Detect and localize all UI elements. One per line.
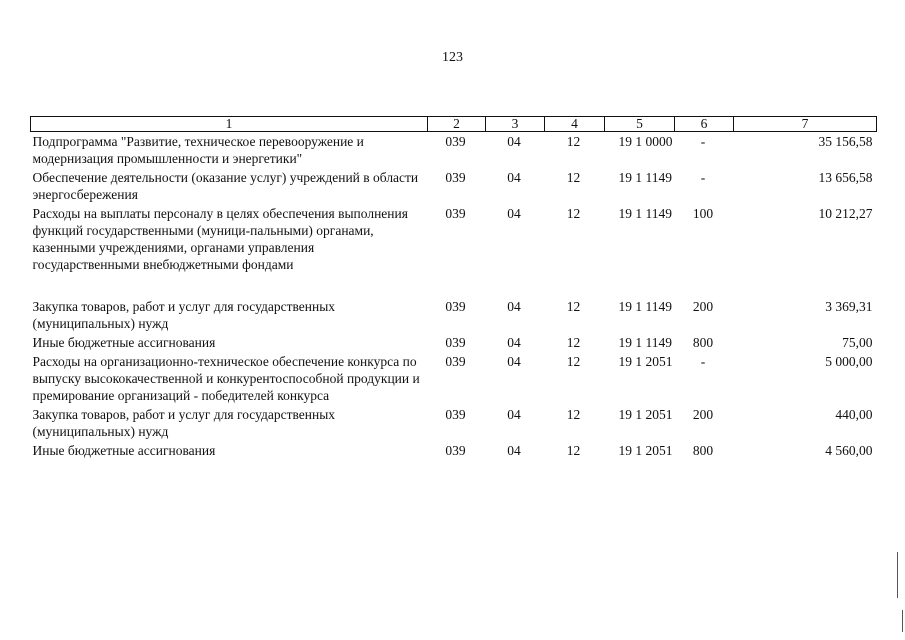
scan-edge-mark [897,552,898,598]
row-name: Иные бюджетные ассигнования [32,443,216,458]
table-header-row [31,117,877,132]
row-target-code: 19 1 1149 [618,335,672,350]
row-ministry-code: 039 [445,354,466,369]
table-row [31,204,877,297]
row-expense-type: 200 [692,407,714,422]
row-expense-type: - [700,134,706,149]
row-ministry-code: 039 [445,443,466,458]
row-expense-type: - [700,354,706,369]
row-amount: 4 560,00 [825,443,873,458]
row-amount: 3 369,31 [825,299,873,314]
row-expense-type: 200 [692,299,714,314]
row-subsection: 12 [566,170,581,185]
row-section: 04 [507,299,521,314]
table-row [31,352,877,405]
row-name: Расходы на организационно-техническое обеспечение конкурса по выпуску высококачественной и конкурентоспособной продукции и премирование организаций - победителей конкурса [32,354,420,403]
row-expense-type: 800 [692,335,714,350]
row-expense-type: 100 [692,206,714,221]
row-name: Иные бюджетные ассигнования [32,335,216,350]
table-row [31,297,877,333]
column-header-3: 3 [486,117,545,132]
row-amount: 35 156,58 [818,134,873,149]
table-row [31,168,877,204]
scan-edge-mark [902,610,903,632]
column-header-7: 7 [734,117,877,132]
row-name: Закупка товаров, работ и услуг для государственных (муниципальных) нужд [32,407,336,439]
column-header-5: 5 [605,117,675,132]
row-subsection: 12 [566,335,581,350]
row-subsection: 12 [566,407,581,422]
row-ministry-code: 039 [445,335,466,350]
row-target-code: 19 1 1149 [618,206,672,221]
table-row [31,441,877,460]
row-target-code: 19 1 0000 [618,134,673,149]
row-target-code: 19 1 1149 [618,299,672,314]
column-header-1: 1 [31,117,428,132]
row-section: 04 [507,134,521,149]
row-amount: 10 212,27 [818,206,873,221]
row-name: Закупка товаров, работ и услуг для государственных (муниципальных) нужд [32,299,336,331]
row-ministry-code: 039 [445,299,466,314]
row-expense-type: 800 [692,443,714,458]
row-name: Обеспечение деятельности (оказание услуг) учреждений в области энергосбережения [32,170,419,202]
budget-table [30,116,877,460]
row-amount: 75,00 [842,335,873,350]
row-target-code: 19 1 2051 [618,407,673,422]
row-amount: 13 656,58 [818,170,873,185]
column-header-2: 2 [428,117,486,132]
row-name: Подпрограмма "Развитие, техническое перевооружение и модернизация промышленности и энергетики" [32,134,364,166]
row-section: 04 [507,335,521,350]
row-section: 04 [507,170,521,185]
column-header-4: 4 [545,117,605,132]
row-subsection: 12 [566,443,581,458]
row-subsection: 12 [566,354,581,369]
row-subsection: 12 [566,299,581,314]
row-amount: 440,00 [835,407,873,422]
row-amount: 5 000,00 [825,354,873,369]
row-ministry-code: 039 [445,134,466,149]
row-expense-type: - [700,170,706,185]
row-name: Расходы на выплаты персоналу в целях обеспечения выполнения функций государственными (муници-пальными) органами, казенными учреждениями, органами управления государственными внебюджетными фондами [32,206,408,272]
row-target-code: 19 1 2051 [618,443,673,458]
row-ministry-code: 039 [445,170,466,185]
row-ministry-code: 039 [445,407,466,422]
row-section: 04 [507,407,521,422]
row-section: 04 [507,443,521,458]
row-section: 04 [507,354,521,369]
column-header-6: 6 [675,117,734,132]
row-ministry-code: 039 [445,206,466,221]
row-target-code: 19 1 1149 [618,170,672,185]
row-subsection: 12 [566,206,581,221]
table-row [31,405,877,441]
table-row [31,333,877,352]
row-target-code: 19 1 2051 [618,354,673,369]
row-subsection: 12 [566,134,581,149]
row-section: 04 [507,206,521,221]
page-number: 123 [442,50,463,65]
table-row [31,132,877,169]
